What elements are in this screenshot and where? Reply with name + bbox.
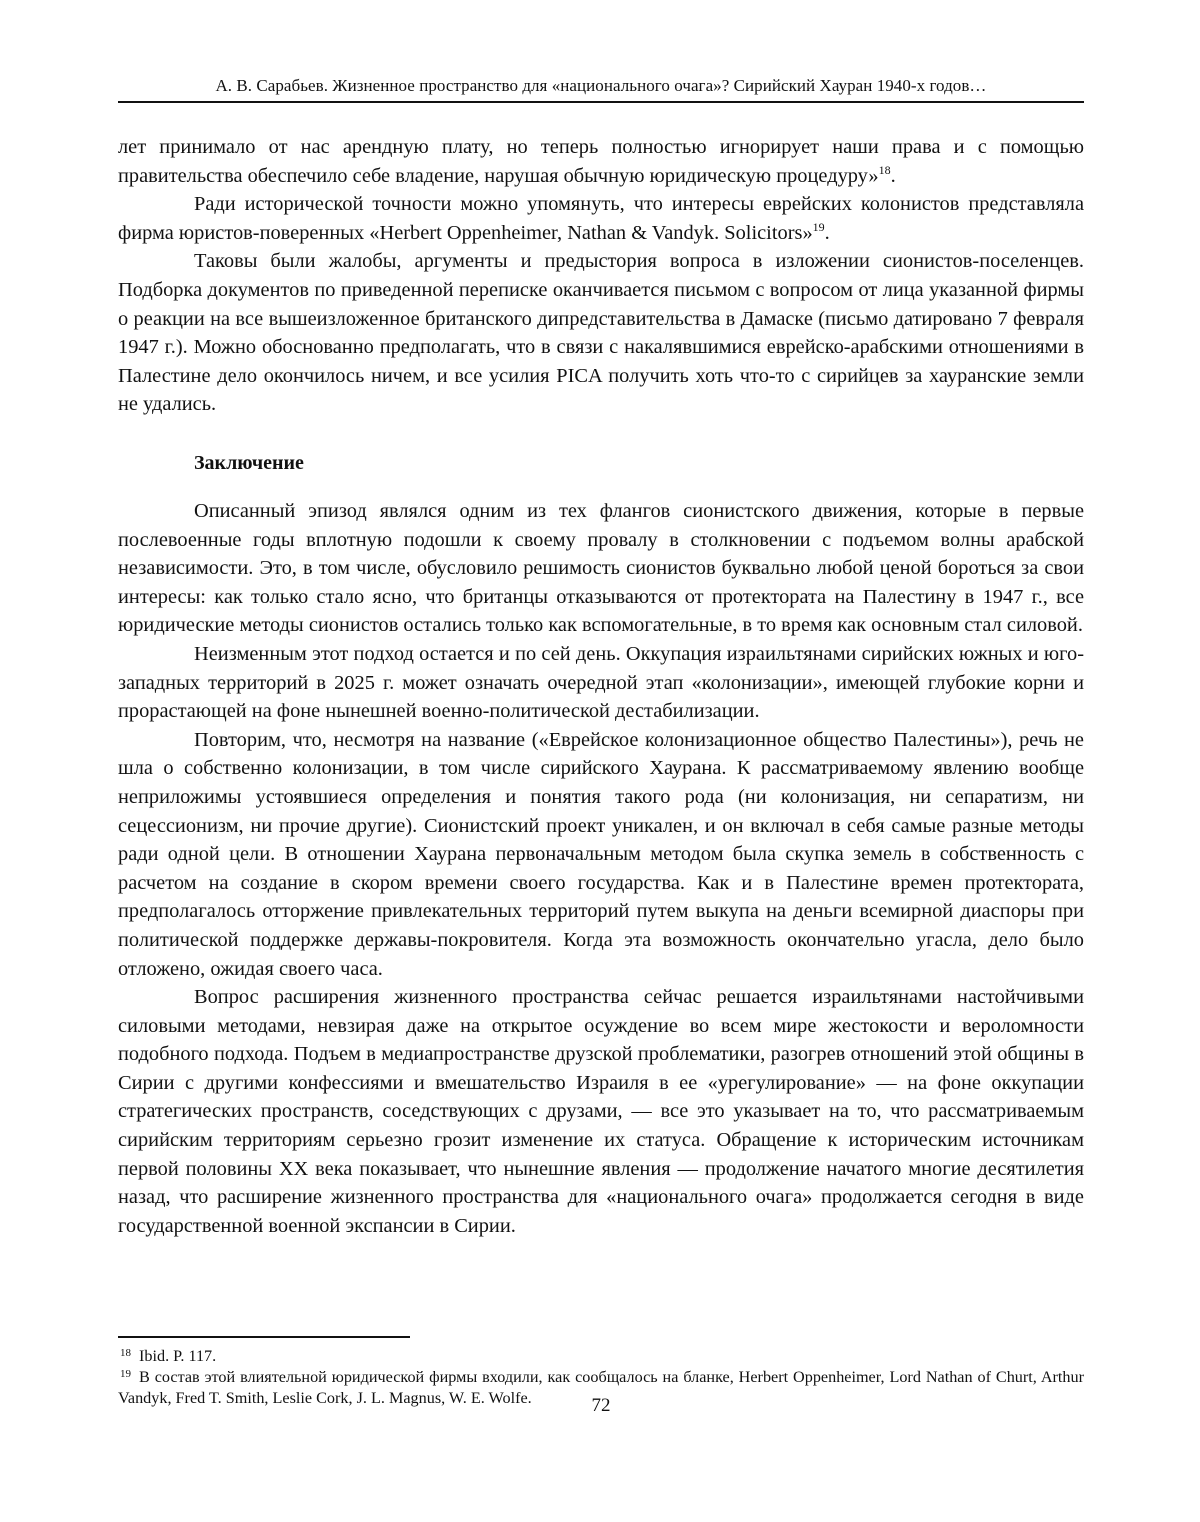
intro-text xyxy=(118,133,1084,419)
conclusion-paragraph: Вопрос расширения жизненного пространства сейчас решается израильтянами настойчивыми силовыми методами, невзирая даже на открытое осуждение во всем мире жестокости и вероломности подобного подхода. Подъем в медиапространстве друзской проблематики, разогрев отношений этой общины в Сирии с другими конфессиями и вмешательство Израиля в ее «урегулирование» — на фоне оккупации стратегических пространств, соседствующих с друзами, — все это указывает на то, что рассматриваемым сирийским территориям серьезно грозит изменение их статуса. Обращение к историческим источникам первой половины XX века показывает, что нынешние явления — продолжение начатого многие десятилетия назад, что расширение жизненного пространства для «национального очага» продолжается сегодня в виде государственной военной экспансии в Сирии. xyxy=(118,986,1084,1237)
footnote-number: 18 xyxy=(120,1347,131,1359)
section-title: Заключение xyxy=(194,452,304,474)
conclusion-paragraph: Описанный эпизод являлся одним из тех флангов сионистского движения, которые в первые послевоенные годы вплотную подошли к своему провалу в столкновении с подъемом волны арабской независимости. Это, в том числе, обусловило решимость сионистов буквально любой ценой бороться за свои интересы: как только стало ясно, что британцы отказываются от протектората на Палестину в 1947 г., все юридические методы сионистов остались только как вспомогательные, в то время как основным стал силовой. xyxy=(118,500,1084,637)
paragraph-complaints: Таковы были жалобы, аргументы и предыстория вопроса в изложении сионистов-поселенцев. Подборка документов по приведенной переписке оканчивается письмом с вопросом от лица указанной фирмы о реакции на все вышеизложенное британского дипредставительства в Дамаске (письмо датировано 7 февраля 1947 г.). Можно обоснованно предполагать, что в связи с накалявшимися еврейско-арабскими отношениями в Палестине дело окончилось ничем, и все усилия PICA получить хоть что-то с сирийцев за хауранские земли не удались. xyxy=(118,250,1084,416)
conclusion-paragraph: Повторим, что, несмотря на название («Еврейское колонизационное общество Палестины»), речь не шла о собственно колонизации, в том числе сирийского Хаурана. К рассматриваемому явлению вообще неприложимы устоявшиеся определения и понятия такого рода (ни колонизация, ни сепаратизм, ни сецессионизм, ни прочие другие). Сионистский проект уникален, и он включал в себя самые разные методы ради одной цели. В отношении Хаурана первоначальным методом была скупка земель в собственность с расчетом на создание в скором времени своего государства. Как и в Палестине времен протектората, предполагалось отторжение привлекательных территорий путем выкупа на деньги всемирной диаспоры при политической поддержке державы-покровителя. Когда эта возможность окончательно угасла, дело было отложено, ожидая своего часа. xyxy=(118,728,1084,980)
page-number: 72 xyxy=(591,1395,611,1416)
paragraph-text: Ради исторической точности можно упомянуть, что интересы еврейских колонистов представляла фирма юристов-поверенных «Herbert Oppenheimer, Nathan & Vandyk. Solicitors» xyxy=(118,193,1084,244)
footnote-text: Ibid. P. 117. xyxy=(139,1347,217,1365)
running-head: А. В. Сарабьев. Жизненное пространство для «национального очага»? Сирийский Хауран 1940-х годов… xyxy=(215,76,987,95)
conclusion-text xyxy=(118,497,1084,1240)
paragraph-tail: . xyxy=(824,221,830,244)
conclusion-paragraph: Неизменным этот подход остается и по сей день. Оккупация израильтянами сирийских южных и юго-западных территорий в 2025 г. может означать очередной этап «колонизации», имеющей глубокие корни и прорастающей на фоне нынешней военно-политической дестабилизации. xyxy=(118,642,1084,723)
paragraph-continued xyxy=(118,133,1084,190)
footnote-number: 19 xyxy=(120,1368,131,1380)
paragraph-law-firm xyxy=(118,190,1084,247)
footnote-text: В состав этой влиятельной юридической фирмы входили, как сообщалось на бланке, Herbert Oppenheimer, Lord Nathan of Churt, Arthur Vandyk, Fred T. Smith, Leslie Cork, J. L. Magnus, W. E. Wolfe. xyxy=(118,1368,1084,1407)
footnote-ref-18[interactable]: 18 xyxy=(878,162,891,177)
header-rule xyxy=(118,101,1084,103)
footnote-rule xyxy=(118,1336,410,1338)
footnote-18 xyxy=(118,1346,1084,1367)
paragraph-text: лет принимало от нас арендную плату, но теперь полностью игнорирует наши права и с помощью правительства обеспечило себе владение, нарушая обычную юридическую процедуру» xyxy=(118,136,1084,187)
paragraph-tail: . xyxy=(890,164,896,187)
footnote-ref-19[interactable]: 19 xyxy=(812,219,825,234)
